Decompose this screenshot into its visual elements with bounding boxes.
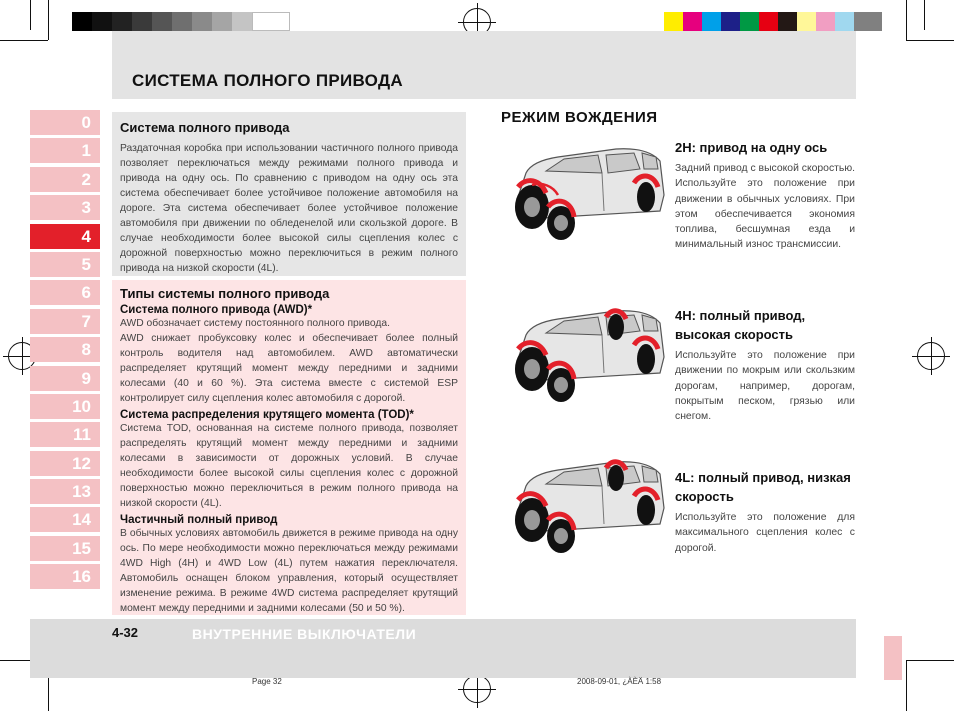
mode-2h [675, 138, 855, 253]
footer-band [30, 619, 856, 678]
awd-text-2: AWD снижает пробуксовку колес и обеспечивает более полный контроль водителя над автомобилем. AWD автоматически распределяет крутящий момент между передними и задними колесами (40 и 60 %). Эта система вместе с системой ESP контролирует силу сцепления колес автомобиля с дорогой. [120, 333, 458, 404]
chapter-tab-8[interactable]: 8 [30, 337, 100, 362]
car-2h-illustration [498, 135, 670, 245]
footer-section-title: ВНУТРЕННИЕ ВЫКЛЮЧАТЕЛИ [192, 626, 417, 642]
chapter-tab-16[interactable]: 16 [30, 564, 100, 589]
color-swatch [854, 12, 882, 31]
mode-4h-title: 4H: полный привод, высокая скорость [675, 308, 806, 342]
part-time-subtitle: Частичный полный привод [120, 514, 278, 526]
tod-text: Система TOD, основанная на системе полного привода, позволяет распределять крутящий момент между передними и задними колесами в зависимости от дорожных условий. В случае необходимости более высокой силы сцепления колес с дорожной поверхностью можно переключиться в режим полного привода на низкой скорости (4L). [120, 423, 458, 509]
chapter-tabs [30, 110, 100, 593]
mode-4l-text: Используйте это положение для максимального сцепления колес с дорогой. [675, 512, 855, 554]
chapter-tab-4[interactable]: 4 [30, 224, 100, 249]
general-info-box [112, 112, 466, 276]
chapter-tab-7[interactable]: 7 [30, 309, 100, 334]
chapter-tab-15[interactable]: 15 [30, 536, 100, 561]
color-swatch [797, 12, 816, 31]
general-section-title: Система полного привода [120, 120, 290, 135]
gray-swatch [252, 12, 290, 31]
chapter-tab-5[interactable]: 5 [30, 252, 100, 277]
registration-mark-bottom [463, 675, 491, 703]
mode-4h-text: Используйте это положение при движении по мокрым или скользким дорогам, например, дорогам, покрытым песком, грязью или снегом. [675, 350, 855, 423]
gray-swatch [72, 12, 92, 31]
slug-page: Page 32 [252, 677, 282, 686]
chapter-tab-14[interactable]: 14 [30, 507, 100, 532]
types-section-title: Типы системы полного привода [120, 286, 330, 301]
gray-swatch [132, 12, 152, 31]
color-swatch [664, 12, 683, 31]
gray-swatch [112, 12, 132, 31]
color-swatch [721, 12, 740, 31]
chapter-tab-2[interactable]: 2 [30, 167, 100, 192]
car-4l-illustration [498, 448, 670, 558]
chapter-tab-0[interactable]: 0 [30, 110, 100, 135]
chapter-tab-1[interactable]: 1 [30, 138, 100, 163]
gray-swatch [152, 12, 172, 31]
mode-2h-text: Задний привод с высокой скоростью. Используйте это положение при движении в обычных условиях. При этом обеспечивается экономия топлива, бесшумная езда и минимальный износ трансмиссии. [675, 163, 855, 251]
part-time-text: В обычных условиях автомобиль движется в режиме привода на одну ось. По мере необходимости можно переключаться между режимами 4WD High (4H) и 4WD Low (4L) путем нажатия переключателя. Автомобиль оснащен блоком управления, который осуществляет изменение режима. В режиме 4WD система распределяет крутящий момент между передними и задними колесами (50 и 50 %). [120, 528, 458, 614]
types-info-box [112, 280, 466, 615]
color-swatch [778, 12, 797, 31]
mode-2h-title: 2H: привод на одну ось [675, 140, 828, 155]
general-section-text: Раздаточная коробка при использовании частичного полного привода позволяет переключаться между режимами полного привода и привода на одну ось. По сравнению с приводом на одну ось эта система обеспечивает более устойчивое положение автомобиля на дороге. Эта система обеспечивает более устойчивое положение автомобиля при движении по обледенелой или скользкой дороге. В случае необходимости более высокой силы сцепления колес с дорожной поверхностью можно переключиться в режим полного привода на низкой скорости (4L). [120, 143, 458, 274]
page-title: СИСТЕМА ПОЛНОГО ПРИВОДА [132, 71, 403, 90]
mode-4h [675, 306, 855, 424]
chapter-tab-12[interactable]: 12 [30, 451, 100, 476]
color-swatch [740, 12, 759, 31]
color-swatch [816, 12, 835, 31]
page-number: 4-32 [112, 625, 139, 640]
awd-text-1: AWD обозначает систему постоянного полного привода. [120, 318, 390, 329]
slug-date: 2008-09-01, ¿ÀÈÄ 1:58 [577, 677, 662, 686]
tod-subtitle: Система распределения крутящего момента (TOD)* [120, 409, 414, 421]
gray-swatch [232, 12, 252, 31]
gray-swatch [192, 12, 212, 31]
color-swatch [683, 12, 702, 31]
mode-4l [675, 468, 855, 556]
chapter-tab-11[interactable]: 11 [30, 422, 100, 447]
gray-swatch [92, 12, 112, 31]
registration-mark-right [917, 342, 945, 370]
mode-4l-title: 4L: полный привод, низкая скорость [675, 470, 851, 504]
color-swatch [759, 12, 778, 31]
chapter-tab-6[interactable]: 6 [30, 280, 100, 305]
awd-subtitle: Система полного привода (AWD)* [120, 304, 313, 316]
color-swatch [702, 12, 721, 31]
car-4h-illustration [498, 297, 670, 407]
color-swatch [835, 12, 854, 31]
gray-swatch [212, 12, 232, 31]
driving-mode-heading: РЕЖИМ ВОЖДЕНИЯ [501, 109, 658, 126]
footer-edge-block [884, 636, 902, 680]
gray-swatch [172, 12, 192, 31]
chapter-tab-10[interactable]: 10 [30, 394, 100, 419]
chapter-tab-13[interactable]: 13 [30, 479, 100, 504]
chapter-tab-3[interactable]: 3 [30, 195, 100, 220]
chapter-tab-9[interactable]: 9 [30, 366, 100, 391]
